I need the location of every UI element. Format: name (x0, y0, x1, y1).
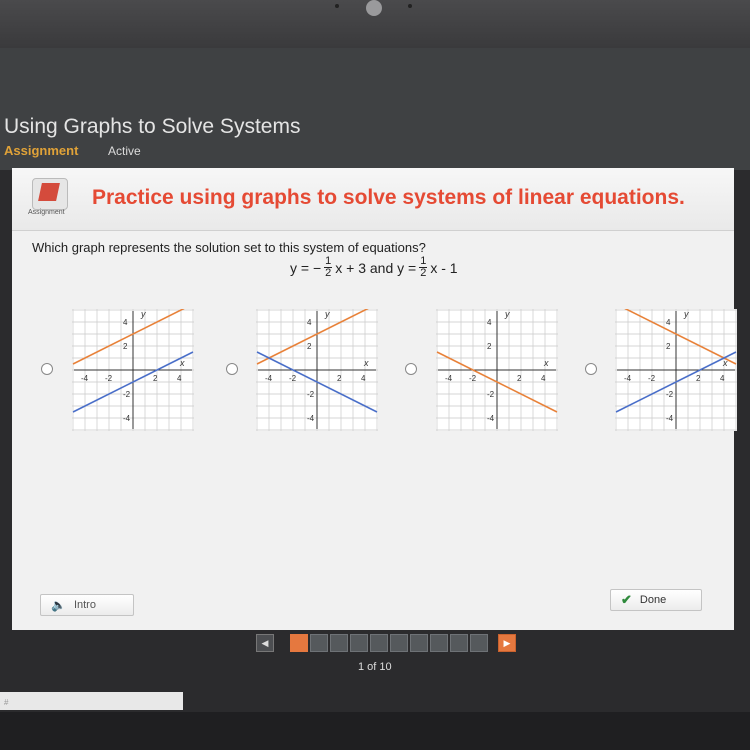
x-tick-label: -4 (624, 374, 632, 383)
page-box-8[interactable] (430, 634, 448, 652)
fraction-numerator: 1 (325, 255, 332, 267)
pagination (256, 634, 516, 654)
status-badge: Active (108, 144, 141, 158)
x-tick-label: -2 (289, 374, 297, 383)
page-title: Using Graphs to Solve Systems (4, 115, 301, 138)
speaker-icon: 🔈 (51, 598, 66, 612)
assignment-type: Assignment (4, 143, 79, 158)
y-axis-label: y (141, 309, 146, 319)
y-tick-label: -4 (307, 414, 315, 423)
assignment-icon-caption: Assignment (28, 209, 65, 216)
x-tick-label: 4 (177, 374, 182, 383)
question-text: Which graph represents the solution set to this system of equations? (32, 240, 426, 255)
x-tick-label: -2 (648, 374, 656, 383)
y-tick-label: -2 (307, 390, 315, 399)
y-tick-label: -2 (666, 390, 674, 399)
fraction (419, 256, 427, 279)
fraction-denominator: 2 (325, 267, 332, 279)
option-d-radio[interactable] (585, 363, 597, 375)
assignment-meta (4, 143, 141, 158)
x-axis-label: x (364, 358, 369, 368)
x-tick-label: -2 (469, 374, 477, 383)
option-b-graph[interactable] (256, 309, 378, 431)
camera-icon (366, 0, 382, 16)
x-tick-label: -2 (105, 374, 113, 383)
x-tick-label: 4 (361, 374, 366, 383)
x-axis-label: x (180, 358, 185, 368)
device-bezel (0, 0, 750, 48)
chevron-right-icon[interactable]: ▶ (498, 634, 516, 652)
y-tick-label: 4 (123, 318, 128, 327)
x-tick-label: 2 (153, 374, 158, 383)
card-header (12, 168, 734, 231)
x-axis-label: x (544, 358, 549, 368)
option-a-graph[interactable] (72, 309, 194, 431)
equation-part: y = − (290, 259, 322, 276)
answer-options (12, 306, 734, 436)
chevron-left-icon[interactable]: ◀ (256, 634, 274, 652)
device-bezel-bottom (0, 712, 750, 750)
page-box-2[interactable] (310, 634, 328, 652)
x-axis-label: x (723, 358, 728, 368)
y-tick-label: 4 (307, 318, 312, 327)
fraction (324, 256, 332, 279)
y-tick-label: 4 (666, 318, 671, 327)
sensor-icon (335, 4, 339, 8)
option-b-radio[interactable] (226, 363, 238, 375)
x-tick-label: 2 (337, 374, 342, 383)
y-tick-label: 2 (666, 342, 671, 351)
page-box-9[interactable] (450, 634, 468, 652)
intro-button[interactable] (40, 594, 134, 616)
y-tick-label: 2 (307, 342, 312, 351)
card-title: Practice using graphs to solve systems of linear equations. (92, 186, 685, 209)
intro-label: Intro (73, 599, 96, 611)
option-d-graph[interactable] (615, 309, 737, 431)
page-count: 1 of 10 (358, 661, 392, 673)
page-box-4[interactable] (350, 634, 368, 652)
y-tick-label: 2 (123, 342, 128, 351)
practice-card (12, 168, 734, 630)
x-tick-label: 2 (517, 374, 522, 383)
x-tick-label: -4 (445, 374, 453, 383)
page-box-7[interactable] (410, 634, 428, 652)
x-tick-label: 4 (720, 374, 725, 383)
checkmark-icon: ✔ (621, 592, 632, 607)
x-tick-label: 4 (541, 374, 546, 383)
y-axis-label: y (684, 309, 689, 319)
x-tick-label: -4 (81, 374, 89, 383)
equation-part: x - 1 (430, 259, 458, 276)
page-box-10[interactable] (470, 634, 488, 652)
x-tick-label: 2 (696, 374, 701, 383)
y-tick-label: 4 (487, 318, 492, 327)
y-axis-label: y (325, 309, 330, 319)
fraction-numerator: 1 (420, 255, 427, 267)
page-box-3[interactable] (330, 634, 348, 652)
equation (290, 256, 458, 279)
done-label: Done (639, 594, 667, 606)
page-box-1[interactable] (290, 634, 308, 652)
assignment-icon (32, 178, 68, 210)
x-tick-label: -4 (265, 374, 273, 383)
y-tick-label: -4 (123, 414, 131, 423)
equation-part: x + 3 and y = (335, 259, 417, 276)
option-a-radio[interactable] (41, 363, 53, 375)
y-axis-label: y (505, 309, 510, 319)
page-box-6[interactable] (390, 634, 408, 652)
done-button[interactable] (610, 589, 702, 611)
sensor-icon (408, 4, 412, 8)
taskbar-field[interactable]: # (0, 692, 183, 710)
option-c-radio[interactable] (405, 363, 417, 375)
y-tick-label: -2 (487, 390, 495, 399)
y-tick-label: -4 (487, 414, 495, 423)
y-tick-label: 2 (487, 342, 492, 351)
page-boxes (290, 634, 488, 654)
fraction-denominator: 2 (420, 267, 427, 279)
page-box-5[interactable] (370, 634, 388, 652)
y-tick-label: -4 (666, 414, 674, 423)
option-c-graph[interactable] (436, 309, 558, 431)
y-tick-label: -2 (123, 390, 131, 399)
